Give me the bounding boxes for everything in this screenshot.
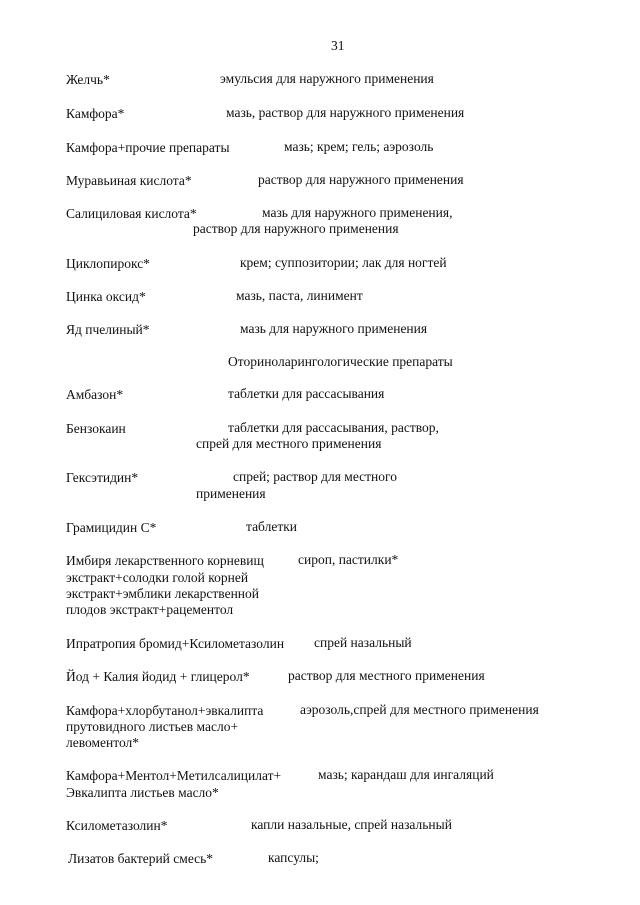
dosage-form: мазь для наружного применения xyxy=(240,321,428,336)
dosage-form: применения xyxy=(196,486,266,501)
drug-name: Ипратропия бромид+Ксилометазолин xyxy=(66,636,285,651)
dosage-form: таблетки для рассасывания xyxy=(228,386,385,401)
drug-name: Ксилометазолин* xyxy=(66,818,168,833)
dosage-form: мазь для наружного применения, xyxy=(262,205,453,220)
drug-name: Циклопирокс* xyxy=(66,256,150,271)
dosage-form: мазь, раствор для наружного применения xyxy=(226,105,465,120)
dosage-form: раствор для наружного применения xyxy=(193,221,399,236)
drug-name: Салициловая кислота* xyxy=(66,206,197,221)
dosage-form: аэрозоль,спрей для местного применения xyxy=(300,702,539,717)
drug-name: Грамицидин С* xyxy=(66,520,157,535)
drug-name: Имбиря лекарственного корневищ xyxy=(66,553,264,568)
drug-name: Яд пчелиный* xyxy=(66,322,150,337)
dosage-form: эмульсия для наружного применения xyxy=(220,71,434,86)
dosage-form: мазь; крем; гель; аэрозоль xyxy=(284,139,434,154)
drug-name: Желчь* xyxy=(66,72,110,87)
drug-name: Муравьиная кислота* xyxy=(66,173,192,188)
drug-name: Бензокаин xyxy=(66,421,126,436)
drug-name: левоментол* xyxy=(66,735,140,750)
drug-name: Камфора+прочие препараты xyxy=(66,140,230,155)
dosage-form: таблетки xyxy=(246,519,298,534)
dosage-form: капли назальные, спрей назальный xyxy=(251,817,452,832)
drug-name: плодов экстракт+рацементол xyxy=(66,602,234,617)
drug-name: Камфора* xyxy=(66,106,125,121)
drug-name: Лизатов бактерий смесь* xyxy=(68,851,214,866)
dosage-form: мазь, паста, линимент xyxy=(236,288,363,303)
drug-name: экстракт+эмблики лекарственной xyxy=(66,586,260,601)
dosage-form: капсулы; xyxy=(268,850,319,865)
dosage-form: спрей назальный xyxy=(314,635,412,650)
drug-name: Йод + Калия йодид + глицерол* xyxy=(66,669,250,684)
dosage-form: раствор для наружного применения xyxy=(258,172,464,187)
drug-name: прутовидного листьев масло+ xyxy=(66,719,239,734)
dosage-form: крем; суппозитории; лак для ногтей xyxy=(240,255,447,270)
dosage-form: сироп, пастилки* xyxy=(298,552,399,567)
drug-name: Эвкалипта листьев масло* xyxy=(66,785,219,800)
drug-name: экстракт+солодки голой корней xyxy=(66,570,249,585)
dosage-form: таблетки для рассасывания, раствор, xyxy=(228,420,439,435)
section-heading: Оториноларингологические препараты xyxy=(228,354,453,369)
dosage-form: спрей; раствор для местного xyxy=(233,469,397,484)
drug-name: Камфора+Ментол+Метилсалицилат+ xyxy=(66,768,282,783)
dosage-form: мазь; карандаш для ингаляций xyxy=(318,767,494,782)
drug-name: Амбазон* xyxy=(66,387,124,402)
drug-name: Камфора+хлорбутанол+эвкалипта xyxy=(66,703,264,718)
drug-name: Гексэтидин* xyxy=(66,470,139,485)
dosage-form: спрей для местного применения xyxy=(196,436,382,451)
page-number: 31 xyxy=(331,38,345,53)
drug-name: Цинка оксид* xyxy=(66,289,146,304)
dosage-form: раствор для местного применения xyxy=(288,668,485,683)
